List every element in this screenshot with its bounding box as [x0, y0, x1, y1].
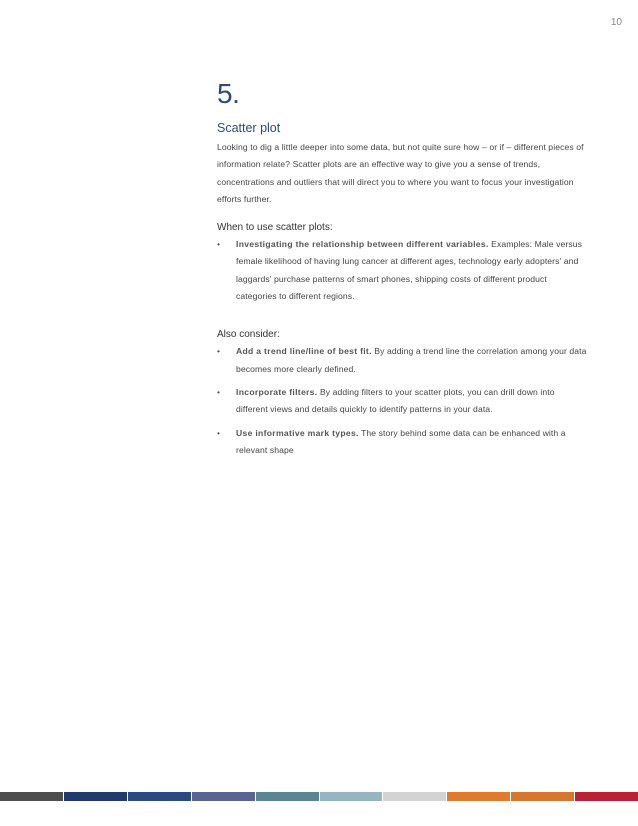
- color-bar-segment: [64, 792, 127, 801]
- bullet-lead: Use informative mark types.: [236, 427, 359, 438]
- list-item: [217, 343, 587, 378]
- bullet-icon: •: [217, 386, 221, 397]
- section-number: 5.: [217, 78, 240, 109]
- when-to-use-list: [217, 236, 587, 305]
- when-to-use-heading: When to use scatter plots:: [217, 222, 333, 234]
- also-consider-list: [217, 343, 587, 459]
- page-number: 10: [610, 17, 622, 28]
- color-bar-segment: [383, 792, 446, 801]
- intro-paragraph: Looking to dig a little deeper into some data, but not quite sure how – or if – different pieces of information relate? Scatter plots are an effective way to give you a sense of trends, concentrations and outliers that will direct you to where you want to focus your investigation efforts further.: [217, 142, 584, 204]
- list-item: [217, 384, 587, 419]
- bullet-lead: Investigating the relationship between different variables.: [236, 239, 489, 250]
- color-bar-segment: [192, 792, 255, 801]
- bullet-lead: Incorporate filters.: [236, 386, 318, 397]
- bullet-text: Examples: Male versus female likelihood of having lung cancer at different ages, technology early adopters' and laggards' purchase patterns of smart phones, shipping costs of different product categories to different regions.: [236, 239, 583, 302]
- color-bar-segment: [256, 792, 319, 801]
- color-bar-segment: [447, 792, 510, 801]
- color-bar-segment: [575, 792, 638, 801]
- bullet-icon: •: [217, 239, 221, 250]
- color-bar-segment: [511, 792, 574, 801]
- bullet-text: By adding a trend line the correlation among your data becomes more clearly defined.: [236, 346, 587, 374]
- bullet-lead: Add a trend line/line of best fit.: [236, 346, 372, 357]
- also-consider-heading: Also consider:: [217, 329, 280, 341]
- list-item: [217, 425, 587, 460]
- color-bar-segment: [320, 792, 383, 801]
- section-title: Scatter plot: [217, 121, 281, 135]
- bullet-icon: •: [217, 346, 221, 357]
- list-item: [217, 236, 587, 305]
- page-content: [217, 78, 587, 459]
- bullet-text: By adding filters to your scatter plots, you can drill down into different views and details quickly to identify patterns in your data.: [236, 386, 555, 415]
- color-bar-segment: [0, 792, 63, 801]
- color-bar-segment: [128, 792, 191, 801]
- bullet-text: The story behind some data can be enhanced with a relevant shape: [236, 427, 566, 455]
- bullet-icon: •: [217, 427, 221, 438]
- footer-color-bar: [0, 792, 638, 801]
